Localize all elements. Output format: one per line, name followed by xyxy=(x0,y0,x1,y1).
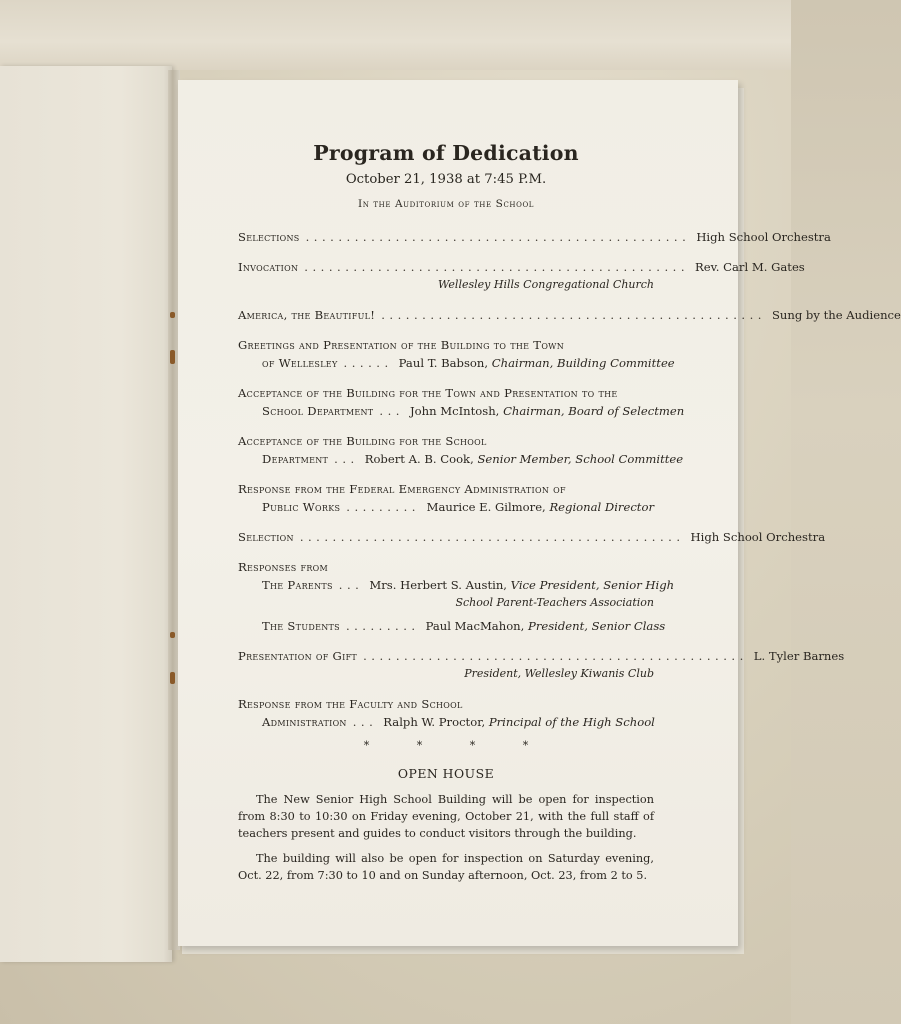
item-label-continued: The Parents xyxy=(262,578,333,592)
item-label: Selection xyxy=(238,530,294,544)
item-performer: John McIntosh, xyxy=(409,404,500,418)
program-item xyxy=(238,336,675,372)
item-label-continued: School Department xyxy=(262,404,374,418)
program-item xyxy=(238,384,685,420)
item-role: Senior Member, School Committee xyxy=(477,452,684,466)
program-item xyxy=(238,528,826,546)
dot-leader: ............................................... xyxy=(304,260,690,274)
item-performer: Paul MacMahon, xyxy=(425,619,525,633)
item-role-continued: School Parent-Teachers Association xyxy=(455,596,654,609)
item-performer: Maurice E. Gilmore, xyxy=(426,500,546,514)
binding-stitch xyxy=(170,350,175,364)
binding-stitch xyxy=(170,672,175,684)
item-performer: Rev. Carl M. Gates xyxy=(695,260,805,274)
dot-leader: ............................................... xyxy=(381,308,766,322)
program-item xyxy=(238,695,654,731)
dot-leader: ......... xyxy=(345,619,420,633)
open-house-paragraph: The New Senior High School Building will be open for inspection from 8:30 to 10:30 on Friday evening, October 21, with the full staff of teachers present and guides to conduct visitors through the building. xyxy=(238,793,654,840)
item-label-continued: The Students xyxy=(262,619,340,633)
open-house-title: OPEN HOUSE xyxy=(397,766,495,781)
dot-leader: ...... xyxy=(343,356,393,370)
program-item xyxy=(238,432,684,468)
item-performer: High School Orchestra xyxy=(696,230,831,244)
item-label: Presentation of Gift xyxy=(238,649,358,663)
program-content xyxy=(238,138,901,884)
program-item xyxy=(238,558,675,635)
section-separator: * * * * xyxy=(363,739,551,752)
dot-leader: ............................................... xyxy=(299,530,685,544)
program-date-time: October 21, 1938 at 7:45 P.M. xyxy=(345,172,547,187)
item-role: Principal of the High School xyxy=(488,715,655,729)
item-label: Greetings and Presentation of the Building to the Town xyxy=(238,338,565,352)
dot-leader: ... xyxy=(379,404,404,418)
item-affiliation: Wellesley Hills Congregational Church xyxy=(438,278,654,291)
item-role: Regional Director xyxy=(549,500,654,514)
program-item xyxy=(238,228,831,246)
item-role: President, Senior Class xyxy=(528,619,666,633)
binding-fold xyxy=(0,0,791,70)
program-item xyxy=(238,480,654,516)
open-house-paragraph: The building will also be open for inspection on Saturday evening, Oct. 22, from 7:30 to 10 and on Sunday afternoon, Oct. 23, from 2 to 5. xyxy=(238,852,654,882)
dot-leader: ............................................... xyxy=(305,230,691,244)
item-role: Vice President, Senior High xyxy=(510,578,675,592)
item-label-continued: Public Works xyxy=(262,500,341,514)
item-performer: Sung by the Audience xyxy=(771,308,901,322)
item-performer: High School Orchestra xyxy=(690,530,826,544)
item-label: Invocation xyxy=(238,260,299,274)
dot-leader: ... xyxy=(334,452,359,466)
item-label-continued: of Wellesley xyxy=(262,356,338,370)
item-label: Responses from xyxy=(238,560,329,574)
item-performer: Ralph W. Proctor, xyxy=(383,715,486,729)
item-label: Acceptance of the Building for the School xyxy=(238,434,487,448)
binding-stitch xyxy=(170,632,175,638)
program-item xyxy=(238,647,845,683)
item-performer: Paul T. Babson, xyxy=(398,356,489,370)
program-item xyxy=(238,258,805,294)
item-label-continued: Department xyxy=(262,452,329,466)
item-affiliation: President, Wellesley Kiwanis Club xyxy=(464,667,654,680)
dot-leader: ......... xyxy=(346,500,420,514)
item-label: Acceptance of the Building for the Town and Presentation to the xyxy=(238,386,618,400)
item-performer: Robert A. B. Cook, xyxy=(364,452,474,466)
binding-stitch xyxy=(170,312,175,318)
dot-leader: ... xyxy=(338,578,364,592)
item-label: Response from the Faculty and School xyxy=(238,697,463,711)
item-label: Response from the Federal Emergency Administration of xyxy=(238,482,566,496)
item-role: Chairman, Building Committee xyxy=(491,356,675,370)
program-title: Program of Dedication xyxy=(313,141,579,165)
item-label: Selections xyxy=(238,230,300,244)
item-label: America, the Beautiful! xyxy=(238,308,376,322)
item-performer: Mrs. Herbert S. Austin, xyxy=(369,578,507,592)
item-performer: L. Tyler Barnes xyxy=(753,649,845,663)
item-role: Chairman, Board of Selectmen xyxy=(503,404,685,418)
program-item xyxy=(238,306,901,324)
program-location: In the Auditorium of the School xyxy=(357,198,535,210)
dot-leader: ... xyxy=(352,715,378,729)
dot-leader: ............................................... xyxy=(363,649,748,663)
item-label-continued: Administration xyxy=(262,715,347,729)
left-page xyxy=(0,66,172,962)
